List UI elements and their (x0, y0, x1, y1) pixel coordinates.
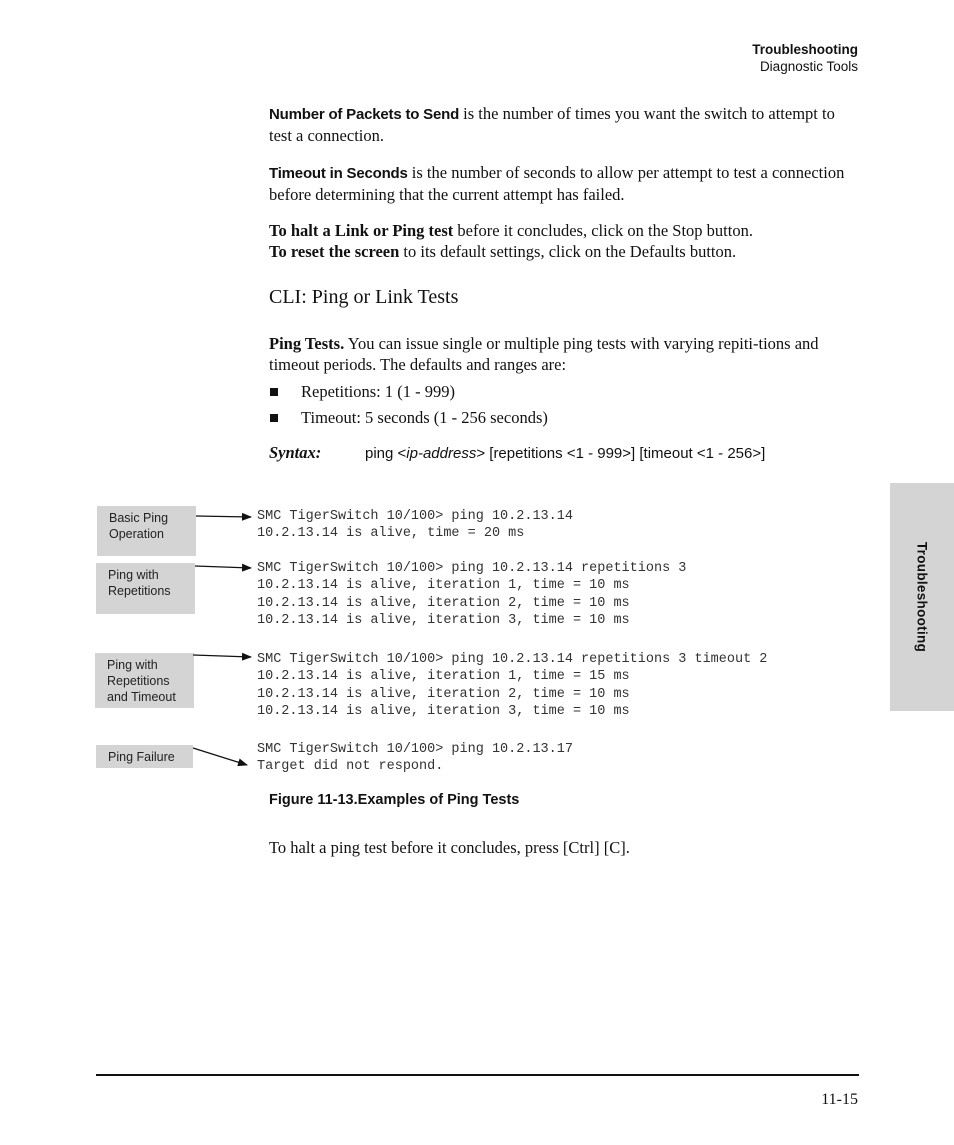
halt-note: To halt a ping test before it concludes, press [Ctrl] [C]. (269, 838, 630, 857)
text-ping-tests: You can issue single or multiple ping tests with varying repiti-tions and timeout periods. The defaults and ranges are: (269, 334, 819, 374)
arrow-repetitions (195, 566, 251, 568)
figure-caption: Figure 11-13.Examples of Ping Tests (269, 792, 520, 808)
code-block-repetitions: SMC TigerSwitch 10/100> ping 10.2.13.14 repetitions 3 10.2.13.14 is alive, iteration 1, time = 10 ms 10.2.13.14 is alive, iteration 2, time = 10 ms 10.2.13.14 is alive, iteration 3, time = 10 ms (257, 561, 687, 628)
term-halt: To halt a Link or Ping test (269, 221, 454, 240)
code-block-rep-timeout: SMC TigerSwitch 10/100> ping 10.2.13.14 repetitions 3 timeout 2 10.2.13.14 is alive, iteration 1, time = 15 ms 10.2.13.14 is alive, iteration 2, time = 10 ms 10.2.13.14 is alive, iteration 3, time = 10 ms (257, 652, 768, 719)
term-timeout: Timeout in Seconds (269, 165, 408, 182)
section-heading: CLI: Ping or Link Tests (269, 286, 459, 308)
syntax-label: Syntax: (269, 443, 322, 462)
term-ping-tests: Ping Tests. (269, 334, 345, 353)
callout-ping-failure: Ping Failure (96, 745, 193, 768)
text-timeout: is the number of seconds to allow per attempt to test a connection before determining that the current attempt has failed. (269, 163, 845, 204)
callout-ping-repetitions: Ping with Repetitions (96, 563, 195, 614)
text-packets: is the number of times you want the switch to attempt to test a connection. (269, 104, 835, 145)
page-number: 11-15 (821, 1091, 858, 1108)
code-block-basic: SMC TigerSwitch 10/100> ping 10.2.13.14 10.2.13.14 is alive, time = 20 ms (257, 509, 573, 542)
running-head-section: Diagnostic Tools (759, 59, 858, 74)
term-packets: Number of Packets to Send (269, 106, 460, 123)
arrow-rep-timeout (193, 655, 251, 657)
code-block-failure: SMC TigerSwitch 10/100> ping 10.2.13.17 Target did not respond. (257, 742, 573, 775)
side-tab-label: Troubleshooting (914, 541, 930, 653)
footer-rule (96, 1074, 859, 1076)
running-head-chapter: Troubleshooting (752, 42, 858, 57)
arrow-failure (193, 748, 247, 765)
text-halt: before it concludes, click on the Stop button. (453, 221, 753, 240)
list-item: Repetitions: 1 (1 - 999) (269, 381, 859, 407)
arrow-basic (196, 516, 251, 517)
list-item: Timeout: 5 seconds (1 - 256 seconds) (269, 407, 859, 433)
callout-basic-ping: Basic Ping Operation (97, 506, 196, 556)
callout-ping-repetitions-timeout: Ping with Repetitions and Timeout (95, 653, 194, 708)
syntax-command: ping <ip-address> [repetitions <1 - 999>] [timeout <1 - 256>] (365, 445, 766, 462)
term-reset: To reset the screen (269, 242, 400, 261)
text-reset: to its default settings, click on the Defaults button. (399, 242, 737, 261)
